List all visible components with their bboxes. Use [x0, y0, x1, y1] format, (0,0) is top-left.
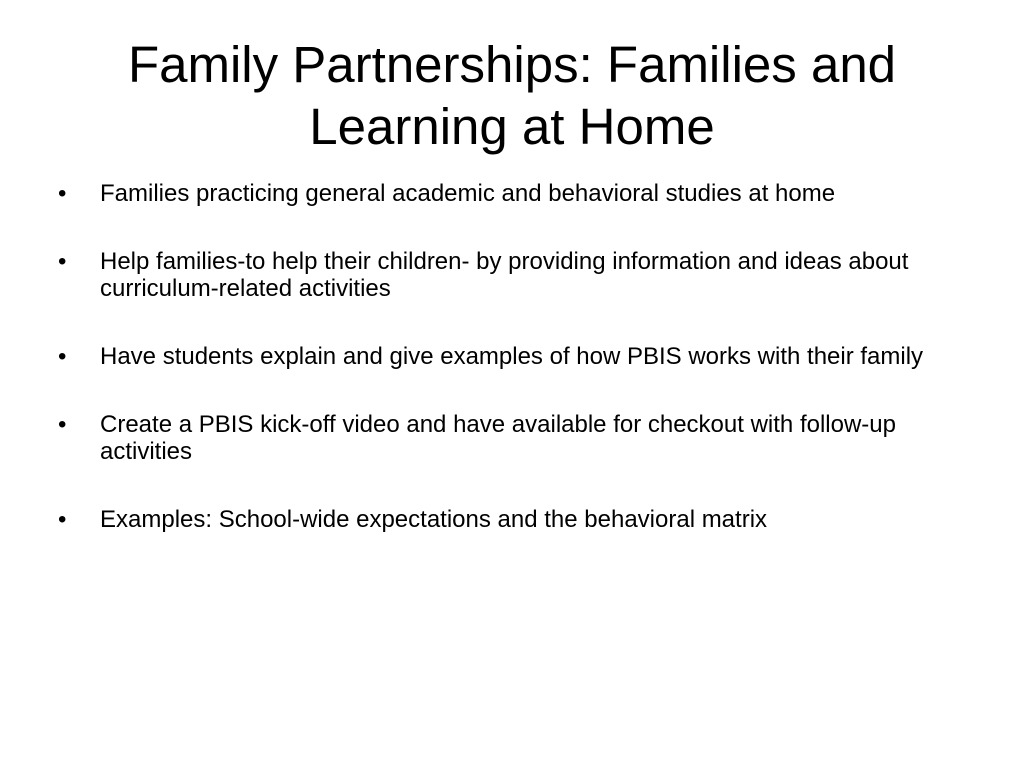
bullet-item [56, 411, 956, 465]
bullet-text: Help families-to help their children- by providing information and ideas about curriculum-related activities [100, 248, 909, 302]
bullet-item [56, 506, 956, 533]
bullet-icon: • [58, 343, 67, 370]
slide-title: Family Partnerships: Families and Learning at Home [127, 36, 897, 155]
bullet-icon: • [58, 411, 67, 438]
bullet-item [56, 180, 956, 207]
bullet-text: Examples: School-wide expectations and the behavioral matrix [100, 506, 768, 533]
bullet-item [56, 248, 956, 302]
bullet-text: Families practicing general academic and behavioral studies at home [100, 180, 836, 207]
bullet-icon: • [58, 506, 67, 533]
bullet-icon: • [58, 180, 67, 207]
bullet-text: Have students explain and give examples of how PBIS works with their family [100, 343, 924, 370]
bullet-list [56, 180, 956, 574]
bullet-item [56, 343, 956, 370]
bullet-icon: • [58, 248, 67, 275]
bullet-text: Create a PBIS kick-off video and have available for checkout with follow-up activities [100, 411, 896, 465]
